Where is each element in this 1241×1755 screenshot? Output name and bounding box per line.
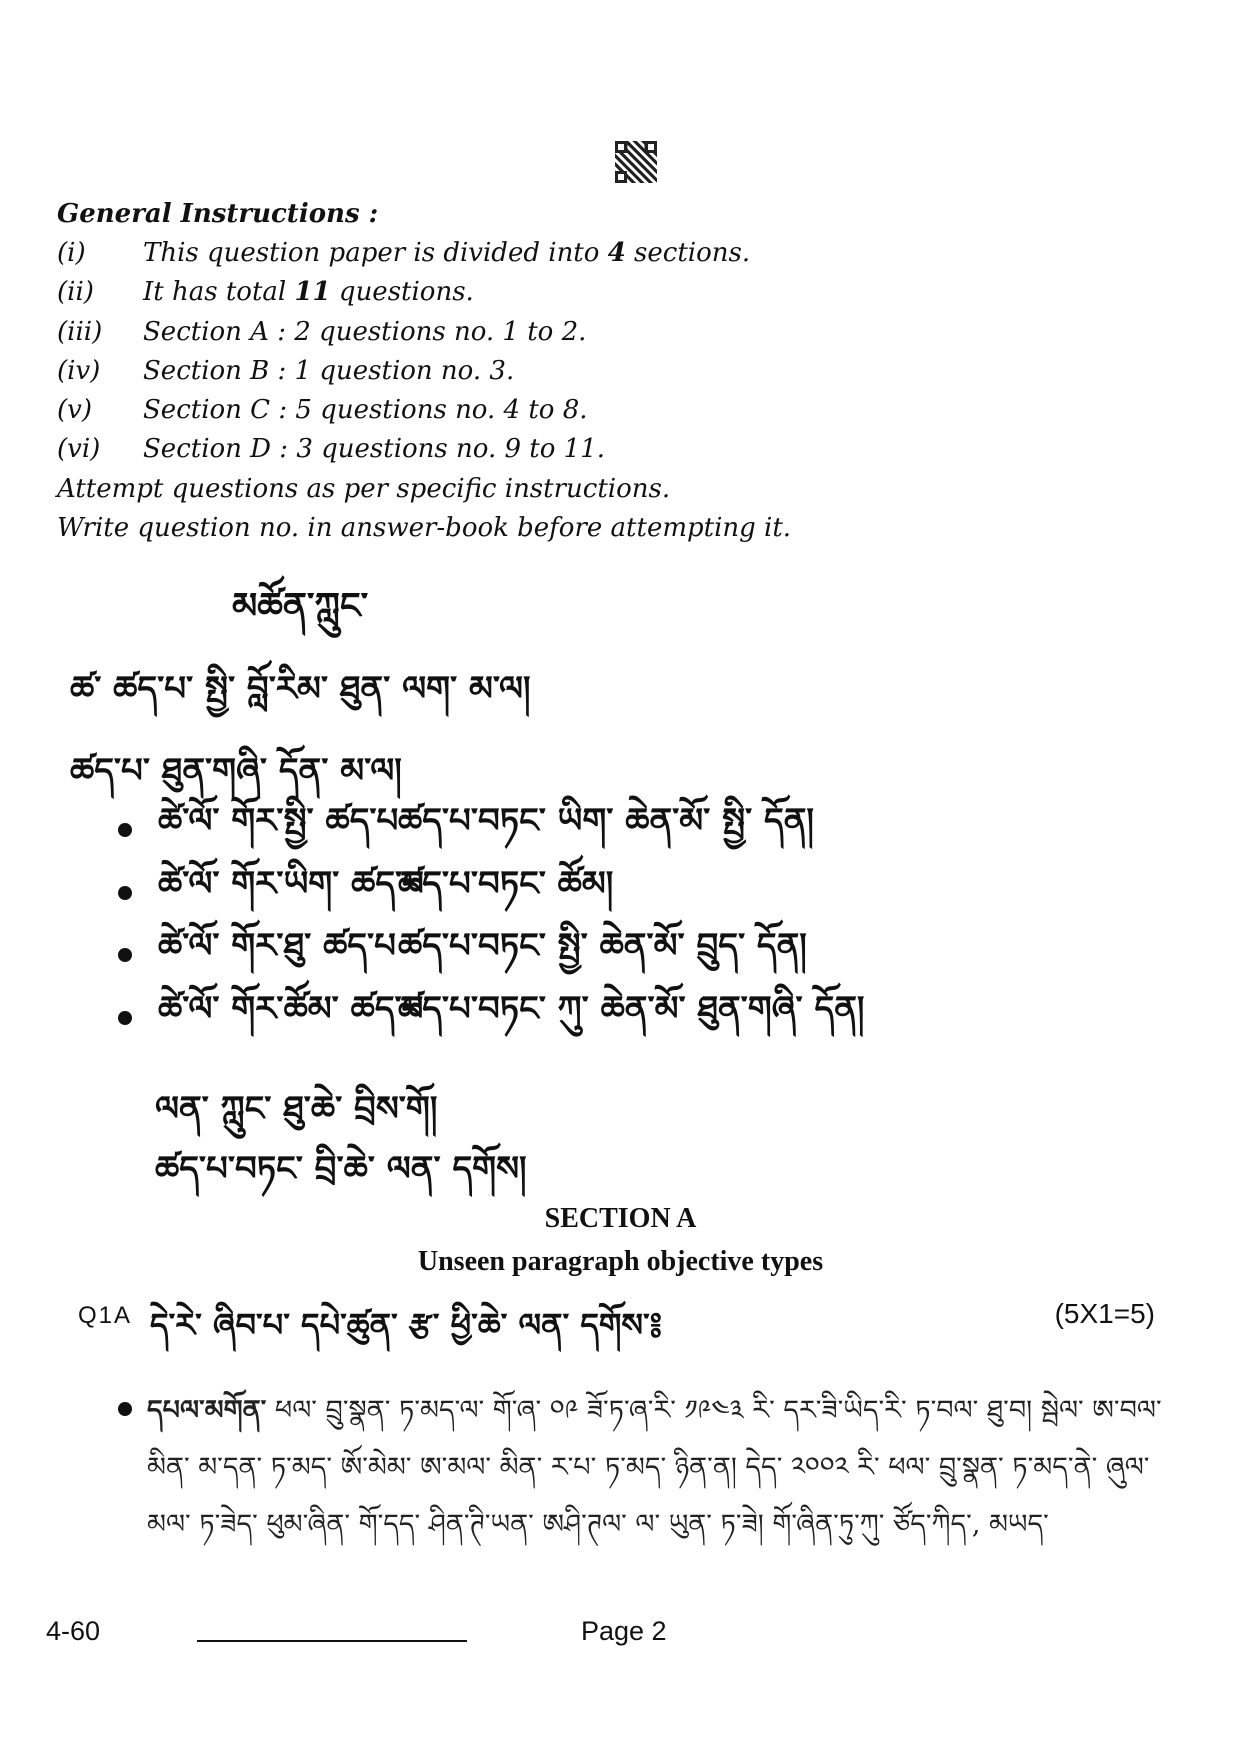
instruction-attempt: Attempt questions as per specific instructions. xyxy=(57,473,671,504)
paper-code: 4-60 xyxy=(46,1616,101,1646)
instruction-text: Section C : 5 questions no. 4 to 8. xyxy=(143,395,588,426)
general-instructions xyxy=(57,194,1157,548)
instruction-number: (ii) xyxy=(57,277,94,308)
tibetan-heading: མཚོན་ཀླུང་ xyxy=(232,585,369,627)
paragraph-text: ཕལ་ བྲུ་སྣན་ ཏ་མད་ལ་ གོ་ཞ་ ༠༩ ཟོ་ཏ་ཞ་རི་ ༡༩༤༣ རི་ དར་ཟི་ཡིད་རི་ ཏ་བལ་ ཐུ་བ། སྦེལ་ ཨ་བལ་ མིན་ མ་དན་ ཏ་མད་ ཨོ་མེམ་ ཨ་མལ་ མིན་ ར་པ་ ཏ་མད་ ཉིན་ན། དེད་ ༢༠༠༢ རི་ ཕལ་ བྲུ་སྣན་ ཏ་མད་ནེ་ ཞུལ་མལ་ ཏ་ཟེད་ ཕུམ་ཞིན་ གོ་དད་ ཤིན་ཊི་ཡན་ ཨཤི་ཊལ་ ལ་ ཡུན་ ཏ་ཟེ། གོ་ཞིན་ཏུ་ཀུ་ ཙོད་ཀིད་, མཡད་ xyxy=(147,1395,1162,1540)
bullet-icon xyxy=(118,948,132,962)
tibetan-line-2: ཚད་པ་ ཐུན་གཞི་ དོན་ མ་ལ། xyxy=(70,751,402,791)
instruction-number: (i) xyxy=(57,238,86,268)
instruction-item xyxy=(57,273,1157,312)
instruction-item xyxy=(57,391,1157,430)
section-title: SECTION A xyxy=(544,1203,697,1234)
tibetan-line-3: ལན་ ཀླུང་ ཐུ་ཆེ་ བྲིས་གོ། xyxy=(155,1089,438,1129)
paragraph-lead: དཔལ་མགོན་ xyxy=(147,1395,267,1426)
bullet-desc: ཚད་པ་བཏང་ སྤྱི་ ཆེན་མོ་ བྲུད་ དོན། xyxy=(398,926,807,966)
instruction-item xyxy=(57,313,1157,352)
qr-code-icon xyxy=(615,141,657,183)
instructions-title: General Instructions : xyxy=(57,199,379,229)
instruction-item xyxy=(57,352,1157,391)
instruction-text: This question paper is divided into 4 sections. xyxy=(143,238,751,268)
bullet-desc: ཚད་པ་བཏང་ ཚོམ། xyxy=(398,864,614,904)
instruction-number: (v) xyxy=(57,395,92,426)
question-prompt: དེ་རེ་ ཞིབ་པ་ དཔེ་ཚུན་ རྩ་ ཕྱི་ཆེ་ ལན་ དགོས་༔ xyxy=(150,1306,662,1344)
instruction-write: Write question no. in answer-book before attempting it. xyxy=(57,513,792,544)
instruction-number: (iii) xyxy=(57,316,103,347)
bullet-term: ཚེ་ལོ་ གོར་ཐུ་ ཚད་པ xyxy=(158,926,396,966)
bullet-desc: ཚད་པ་བཏང་ ཡིག་ ཆེན་མོ་ སྤྱི་ དོན། xyxy=(398,801,814,841)
instruction-item xyxy=(57,234,1157,273)
instruction-number: (iv) xyxy=(57,355,101,386)
tibetan-line-4: ཚད་པ་བཏང་ བྲི་ཆེ་ ལན་ དགོས། xyxy=(155,1149,527,1189)
instruction-text: Section B : 1 question no. 3. xyxy=(143,355,515,386)
instruction-item xyxy=(57,430,1157,469)
bullet-icon xyxy=(118,1011,132,1025)
tibetan-line-1: ཚ་ ཚད་པ་ སྤྱི་ བློ་རིམ་ ཐུན་ ལག་ མ་ལ། xyxy=(70,669,531,709)
bullet-desc: ཚད་པ་བཏང་ ཀུ་ ཆེན་མོ་ ཐུན་གཞི་ དོན། xyxy=(398,989,865,1029)
bullet-icon xyxy=(118,823,132,837)
tibetan-bullet-item xyxy=(118,989,865,1043)
instruction-number: (vi) xyxy=(57,434,101,465)
question-marks: (5X1=5) xyxy=(1054,1298,1155,1329)
bullet-icon xyxy=(118,1402,132,1416)
question-label: Q1A xyxy=(78,1302,133,1329)
unseen-paragraph xyxy=(147,1382,1177,1553)
bullet-term: ཚེ་ལོ་ གོར་ཡིག་ ཚད་པ xyxy=(158,864,424,904)
bullet-term: ཚེ་ལོ་ གོར་ཚོམ་ ཚད་པ xyxy=(158,989,424,1029)
page-number: Page 2 xyxy=(581,1616,667,1646)
instruction-text: Section A : 2 questions no. 1 to 2. xyxy=(143,316,587,347)
section-subtitle: Unseen paragraph objective types xyxy=(417,1246,824,1277)
footer-divider xyxy=(197,1640,467,1642)
instruction-text: Section D : 3 questions no. 9 to 11. xyxy=(143,434,606,465)
instruction-text: It has total 11 questions. xyxy=(143,277,474,308)
bullet-icon xyxy=(118,886,132,900)
bullet-term: ཚེ་ལོ་ གོར་སྤྱི་ ཚད་པ xyxy=(158,801,399,841)
